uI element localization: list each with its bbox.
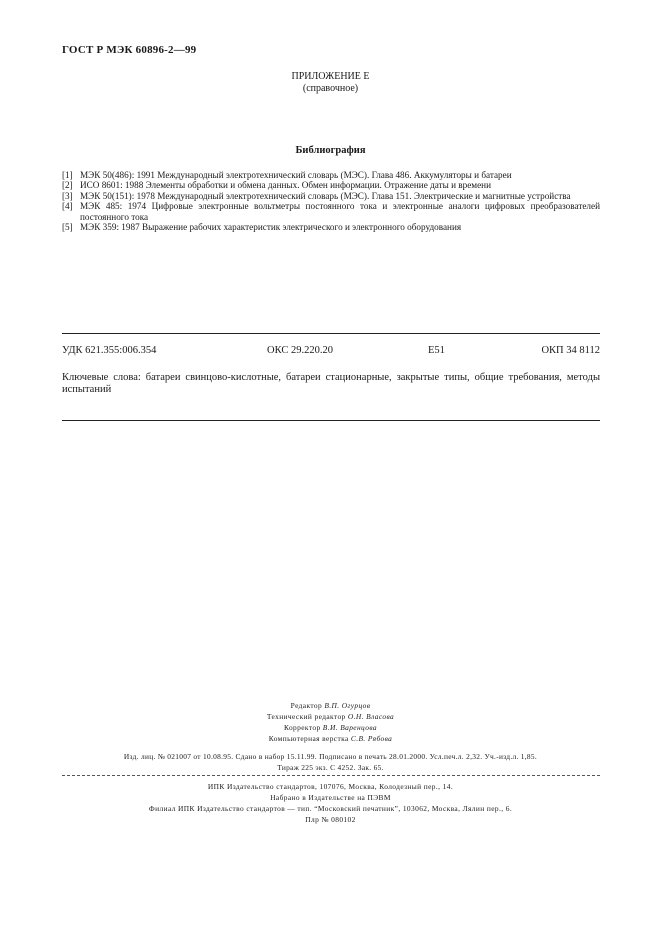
list-item-number: [5] bbox=[62, 222, 73, 233]
list-item-number: [1] bbox=[62, 170, 73, 180]
credit-name: С.В. Рябова bbox=[350, 734, 393, 743]
list-item bbox=[62, 222, 600, 232]
divider-top bbox=[62, 333, 600, 334]
list-item-text: МЭК 485: 1974 Цифровые электронные вольтметры постоянного тока и электронные аналоги цифровых преобразователей постоянного тока bbox=[80, 201, 600, 222]
e-code: Е51 bbox=[428, 345, 445, 356]
annex-title: ПРИЛОЖЕНИЕ Е bbox=[291, 71, 370, 82]
keywords: Ключевые слова: батареи свинцово-кислотные, батареи стационарные, закрытые типы, общие требования, методы испытаний bbox=[62, 372, 600, 395]
list-item bbox=[62, 180, 600, 190]
list-item bbox=[62, 191, 600, 201]
publisher-line: Набрано в Издательстве на ПЭВМ bbox=[270, 793, 391, 802]
credit-tech-editor bbox=[0, 711, 661, 722]
publisher-line: ИПК Издательство стандартов, 107076, Москва, Колодезный пер., 14. bbox=[207, 782, 454, 791]
document-code: ГОСТ Р МЭК 60896-2—99 bbox=[62, 44, 197, 56]
publisher-block bbox=[0, 781, 661, 825]
okp-code: ОКП 34 8112 bbox=[541, 345, 600, 356]
list-item-text: МЭК 50(151): 1978 Международный электротехнический словарь (МЭС). Глава 151. Электрические и магнитные устройства bbox=[80, 190, 571, 201]
credit-label: Компьютерная верстка bbox=[268, 734, 349, 743]
bibliography-title: Библиография bbox=[295, 145, 366, 156]
imprint-line: Тираж 225 экз. С 4252. Зак. 65. bbox=[277, 762, 384, 772]
imprint-line: Изд. лиц. № 021007 от 10.08.95. Сдано в набор 15.11.99. Подписано в печать 28.01.2000. Усл.печ.л. 2,32. Уч.-изд.л. 1,85. bbox=[123, 752, 538, 761]
list-item-number: [2] bbox=[62, 180, 73, 191]
credit-label: Корректор bbox=[284, 723, 321, 732]
credit-name: В.П. Огурцов bbox=[324, 701, 371, 710]
credits-block bbox=[0, 700, 661, 744]
oks-code: ОКС 29.220.20 bbox=[267, 345, 333, 356]
credit-editor bbox=[0, 700, 661, 711]
dashed-divider bbox=[62, 775, 600, 776]
list-item bbox=[62, 201, 600, 222]
list-item-number: [3] bbox=[62, 190, 73, 201]
credit-label: Редактор bbox=[290, 701, 323, 710]
divider-bottom bbox=[62, 420, 600, 421]
credit-label: Технический редактор bbox=[266, 712, 346, 721]
list-item-text: МЭК 359: 1987 Выражение рабочих характеристик электрического и электронного оборудования bbox=[80, 222, 462, 233]
credit-name: О.Н. Власова bbox=[347, 712, 395, 721]
udk-code: УДК 621.355:006.354 bbox=[62, 345, 157, 356]
credit-layout bbox=[0, 733, 661, 744]
annex-subtitle: (справочное) bbox=[302, 83, 359, 94]
publisher-line: Филиал ИПК Издательство стандартов — тип. “Московский печатник”, 103062, Москва, Лялин пер., 6. bbox=[148, 804, 513, 813]
credit-corrector bbox=[0, 722, 661, 733]
bibliography-list bbox=[62, 170, 600, 232]
list-item bbox=[62, 170, 600, 180]
publisher-line: Плр № 080102 bbox=[305, 815, 356, 824]
list-item-text: МЭК 50(486): 1991 Международный электротехнический словарь (МЭС). Глава 486. Аккумуляторы и батареи bbox=[80, 170, 512, 180]
annex-heading bbox=[0, 71, 661, 95]
list-item-text: ИСО 8601: 1988 Элементы обработки и обмена данных. Обмен информации. Отражение даты и времени bbox=[80, 180, 492, 191]
list-item-number: [4] bbox=[62, 201, 73, 212]
credit-name: В.И. Варенцова bbox=[322, 723, 377, 732]
imprint-block bbox=[0, 752, 661, 773]
